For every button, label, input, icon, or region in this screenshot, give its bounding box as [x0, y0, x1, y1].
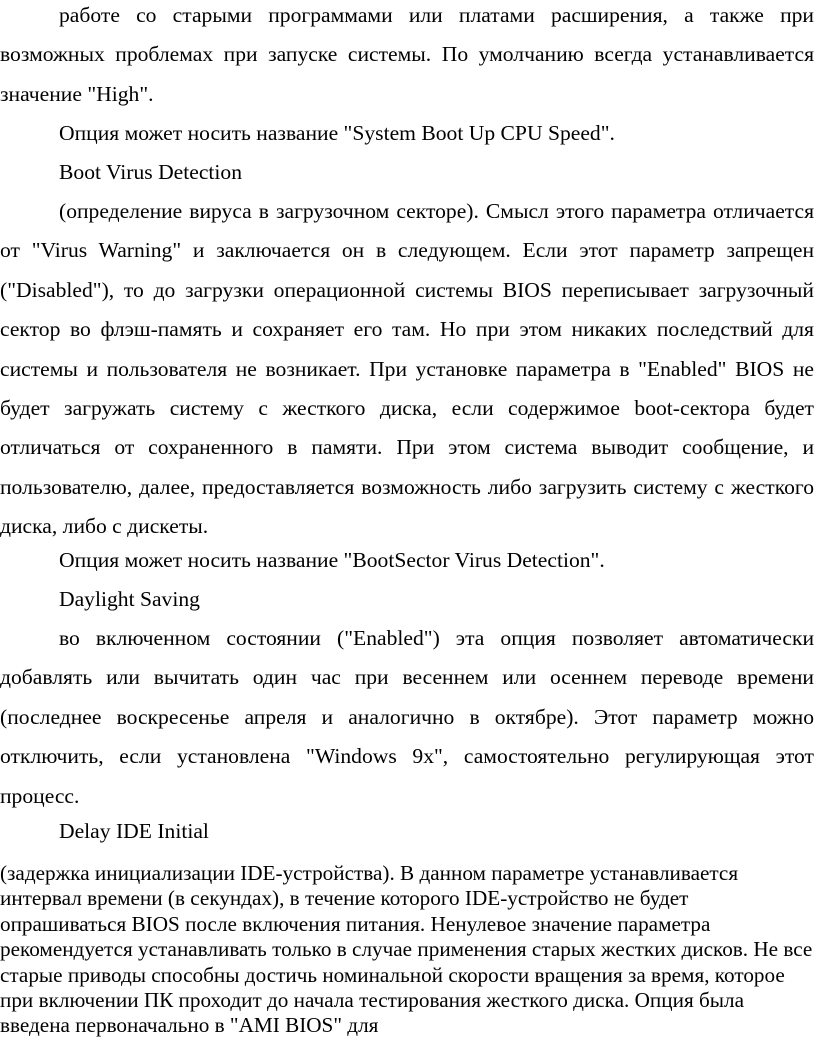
paragraph-cpu-speed-tail: работе со старыми программами или платами расширения, а также при возможных проблемах при запуске системы. По умолчанию всегда устанавливается значение "High". [0, 3, 814, 106]
heading-boot-virus-detection: Boot Virus Detection [59, 160, 243, 184]
heading-delay-ide-initial: Delay IDE Initial [59, 819, 209, 843]
paragraph-bootsector-alias: Опция может носить название "BootSector Virus Detection". [59, 548, 605, 572]
heading-daylight-saving: Daylight Saving [59, 587, 200, 611]
paragraph-delay-ide-initial: (задержка инициализации IDE-устройства). В данном параметре устанавливается интервал времени (в секундах), в течение которого IDE-устройство не будет опрашиваться BIOS после включения питания. Ненулевое значение параметра рекомендуется устанавливать только в случае применения старых жестких дисков. Не все старые приводы способны достичь номинальной скорости вращения за время, которое при включении ПК проходит до начала тестирования жесткого диска. Опция была введена первоначально в "AMI BIOS" для [0, 861, 813, 1038]
paragraph-boot-virus-detection: (определение вируса в загрузочном секторе). Смысл этого параметра отличается от "Virus Warning" и заключается он в следующем. Если этот параметр запрещен ("Disabled"), то до загрузки операционной системы BIOS переписывает загрузочный сектор во флэш-память и сохраняет его там. Но при этом никаких последствий для системы и пользователя не возникает. При установке параметра в "Enabled" BIOS не будет загружать систему с жесткого диска, если содержимое boot-сектора будет отличаться от сохраненного в памяти. При этом система выводит сообщение, и пользователю, далее, предоставляется возможность либо загрузить систему с жесткого диска, либо с дискеты. [0, 199, 814, 539]
paragraph-cpu-speed-alias: Опция может носить название "System Boot Up CPU Speed". [59, 121, 615, 145]
paragraph-daylight-saving: во включенном состоянии ("Enabled") эта опция позволяет автоматически добавлять или вычитать один час при весеннем или осеннем переводе времени (последнее воскресенье апреля и аналогично в октябре). Этот параметр можно отключить, если установлена "Windows 9x", самостоятельно регулирующая этот процесс. [0, 626, 814, 808]
